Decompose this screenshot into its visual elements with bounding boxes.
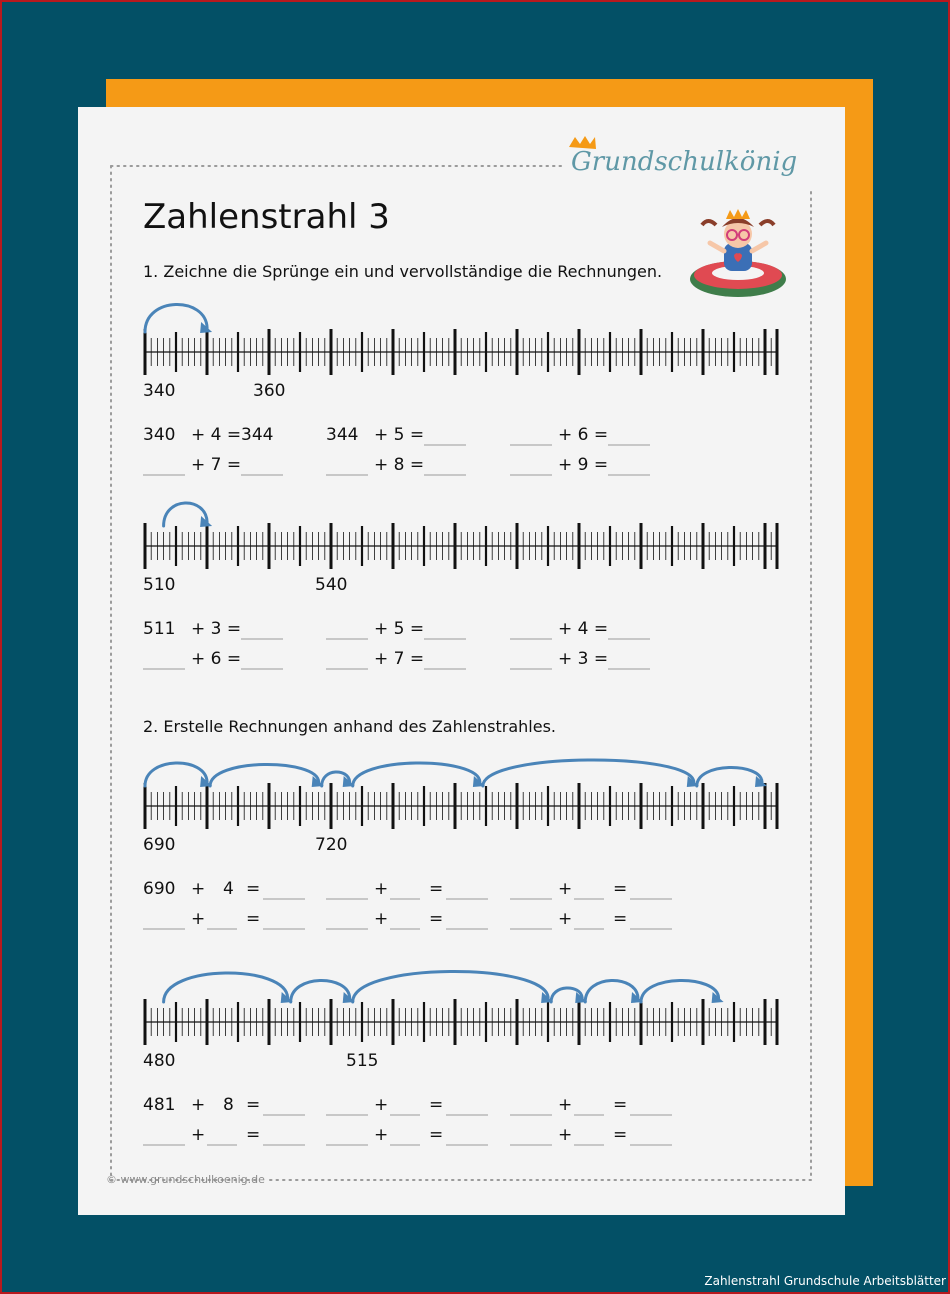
- number-line-4-start-label: 480: [143, 1051, 176, 1071]
- equation-operator: + 7 =: [191, 455, 242, 475]
- equation-start-value: 481: [143, 1095, 176, 1115]
- equation-result: 344: [241, 425, 274, 445]
- equation-operator: + 6 =: [558, 425, 609, 445]
- jump-arrow: [145, 304, 207, 332]
- equation-equals: =: [613, 1095, 628, 1115]
- jump-arrow: [353, 763, 480, 786]
- equation-plus: +: [374, 1095, 389, 1115]
- mascot-illustration: [690, 209, 786, 297]
- equation-plus: +: [191, 909, 206, 929]
- equation-start-value: 344: [326, 425, 359, 445]
- jump-arrow: [145, 763, 207, 786]
- jump-arrow: [353, 971, 548, 1002]
- task-1-instruction: 1. Zeichne die Sprünge ein und vervollständige die Rechnungen.: [143, 262, 663, 281]
- equation-operator: + 6 =: [191, 649, 242, 669]
- equation-start-value: 511: [143, 619, 176, 639]
- equation-equals: =: [613, 879, 628, 899]
- task-2-instruction: 2. Erstelle Rechnungen anhand des Zahlenstrahles.: [143, 717, 557, 736]
- jump-arrow: [697, 767, 762, 786]
- jump-arrow: [164, 973, 288, 1002]
- equation-operator: + 9 =: [558, 455, 609, 475]
- equation-addend: 8: [223, 1095, 234, 1115]
- mascot-crown: [726, 209, 750, 219]
- equation-operator: + 8 =: [374, 455, 425, 475]
- dotted-border-right: [270, 187, 811, 1180]
- number-line-2-mid-label: 540: [315, 575, 348, 595]
- equation-start-value: 340: [143, 425, 176, 445]
- equation-plus: +: [191, 1095, 206, 1115]
- equation-equals: =: [246, 879, 261, 899]
- equation-equals: =: [429, 909, 444, 929]
- number-line-1-mid-label: 360: [253, 381, 286, 401]
- equation-equals: =: [429, 1125, 444, 1145]
- equation-operator: + 5 =: [374, 619, 425, 639]
- equation-equals: =: [613, 909, 628, 929]
- jump-arrow: [291, 980, 350, 1002]
- equation-operator: + 4 =: [191, 425, 242, 445]
- pigtail-right: [760, 221, 774, 225]
- number-line-3-start-label: 690: [143, 835, 176, 855]
- number-line-4-mid-label: 515: [346, 1051, 379, 1071]
- equation-plus: +: [191, 879, 206, 899]
- page-title: Zahlenstrahl 3: [143, 197, 390, 237]
- equation-addend: 4: [223, 879, 234, 899]
- jump-arrow: [483, 760, 694, 786]
- equation-plus: +: [191, 1125, 206, 1145]
- worksheet: [78, 107, 845, 1215]
- equation-plus: +: [558, 1125, 573, 1145]
- jump-arrow: [210, 764, 319, 786]
- equation-equals: =: [246, 1095, 261, 1115]
- equation-operator: + 3 =: [558, 649, 609, 669]
- equation-plus: +: [558, 909, 573, 929]
- arm-right: [752, 243, 766, 251]
- number-line-2-start-label: 510: [143, 575, 176, 595]
- equation-plus: +: [374, 879, 389, 899]
- number-line-3-mid-label: 720: [315, 835, 348, 855]
- equation-equals: =: [429, 1095, 444, 1115]
- equation-plus: +: [558, 1095, 573, 1115]
- equation-equals: =: [613, 1125, 628, 1145]
- footer-url: © www.grundschulkoenig.de: [106, 1173, 265, 1186]
- equation-start-value: 690: [143, 879, 176, 899]
- equation-equals: =: [429, 879, 444, 899]
- equation-plus: +: [374, 909, 389, 929]
- equation-equals: =: [246, 1125, 261, 1145]
- equation-operator: + 4 =: [558, 619, 609, 639]
- equation-operator: + 3 =: [191, 619, 242, 639]
- brand-logo-text: Grundschulkönig: [571, 147, 798, 177]
- image-caption: Zahlenstrahl Grundschule Arbeitsblätter: [704, 1274, 946, 1288]
- jump-arrow: [641, 980, 719, 1002]
- equation-plus: +: [558, 879, 573, 899]
- pigtail-left: [702, 221, 716, 225]
- equation-plus: +: [374, 1125, 389, 1145]
- equation-equals: =: [246, 909, 261, 929]
- equation-operator: + 7 =: [374, 649, 425, 669]
- arm-left: [710, 243, 724, 251]
- equation-operator: + 5 =: [374, 425, 425, 445]
- number-line-1-start-label: 340: [143, 381, 176, 401]
- jump-arrow: [585, 980, 638, 1002]
